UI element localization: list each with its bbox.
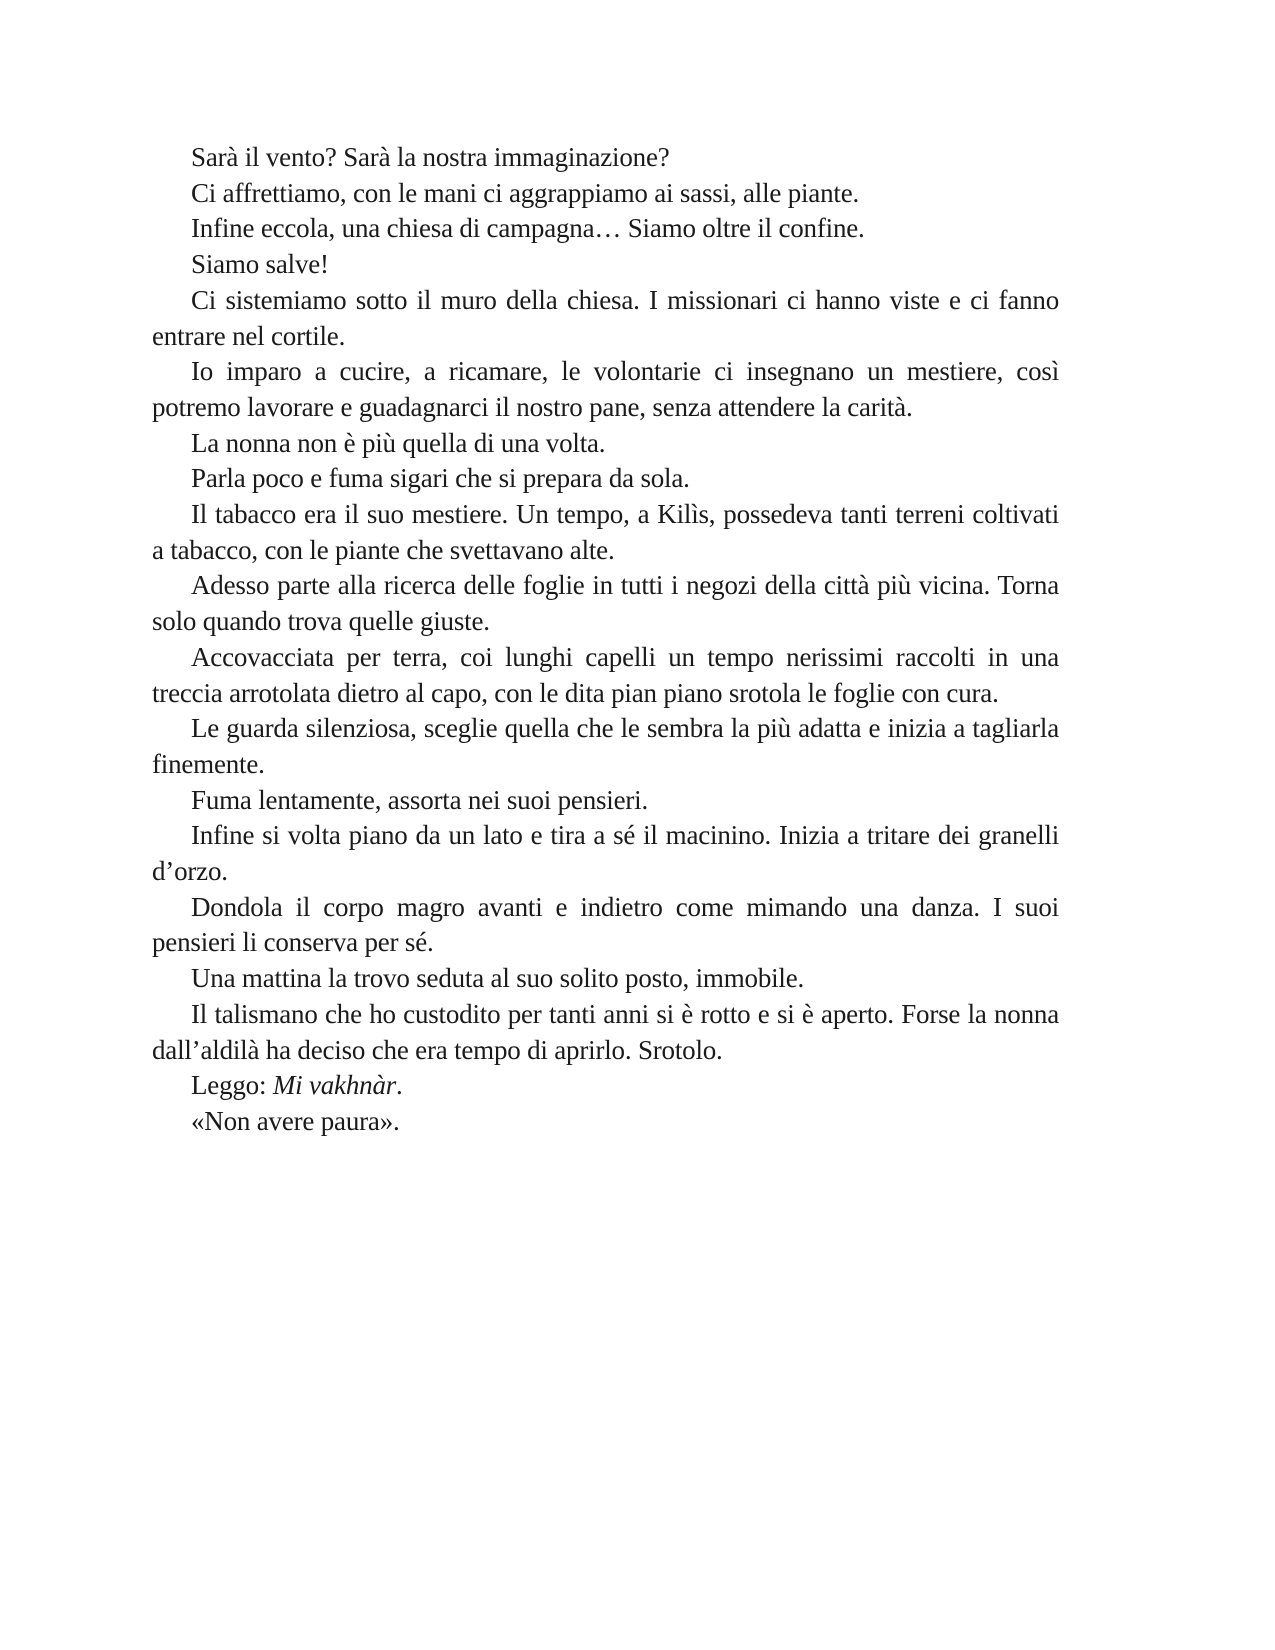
reading-line bbox=[152, 1068, 1059, 1104]
paragraph: Fuma lentamente, assorta nei suoi pensieri. bbox=[191, 784, 649, 815]
paragraph: Io imparo a cucire, a ricamare, le volontarie ci insegnano un mestiere, così potremo lavorare e guadagnarci il nostro pane, senza attendere la carità. bbox=[152, 356, 1059, 422]
paragraph: Infine si volta piano da un lato e tira a sé il macinino. Inizia a tritare dei granelli d’orzo. bbox=[152, 820, 1059, 887]
paragraph: Parla poco e fuma sigari che si prepara da sola. bbox=[191, 463, 690, 494]
paragraph: Dondola il corpo magro avanti e indietro come mimando una danza. I suoi pensieri li conserva per sé. bbox=[152, 891, 1059, 958]
reading-prefix: Leggo: bbox=[191, 1070, 273, 1101]
paragraph: Ci sistemiamo sotto il muro della chiesa. I missionari ci hanno viste e ci fanno entrare nel cortile. bbox=[152, 284, 1059, 351]
reading-suffix: . bbox=[396, 1070, 403, 1101]
paragraph: Il tabacco era il suo mestiere. Un tempo, a Kilìs, possedeva tanti terreni coltivati a tabacco, con le piante che svettavano alte. bbox=[152, 499, 1059, 565]
paragraph: Ci affrettiamo, con le mani ci aggrappiamo ai sassi, alle piante. bbox=[191, 177, 860, 208]
paragraph: Accovacciata per terra, coi lunghi capelli un tempo nerissimi raccolti in una treccia arrotolata dietro al capo, con le dita pian piano srotola le foglie con cura. bbox=[152, 641, 1059, 708]
paragraph: Una mattina la trovo seduta al suo solito posto, immobile. bbox=[191, 963, 805, 994]
talisman-inscription: Mi vakhnàr bbox=[272, 1070, 397, 1101]
paragraph: Il talismano che ho custodito per tanti anni si è rotto e si è aperto. Forse la nonna dall’aldilà ha deciso che era tempo di aprirlo. Srotolo. bbox=[152, 998, 1059, 1065]
translation-line: «Non avere paura». bbox=[191, 1105, 400, 1136]
paragraph: Infine eccola, una chiesa di campagna… Siamo oltre il confine. bbox=[191, 213, 865, 244]
paragraph: La nonna non è più quella di una volta. bbox=[191, 427, 606, 458]
document-page bbox=[152, 140, 1059, 1140]
paragraph: Sarà il vento? Sarà la nostra immaginazione? bbox=[191, 142, 670, 172]
paragraph: Siamo salve! bbox=[191, 249, 329, 280]
paragraph: Le guarda silenziosa, sceglie quella che le sembra la più adatta e inizia a tagliarla finemente. bbox=[152, 713, 1059, 779]
paragraph: Adesso parte alla ricerca delle foglie in tutti i negozi della città più vicina. Torna solo quando trova quelle giuste. bbox=[152, 570, 1059, 637]
